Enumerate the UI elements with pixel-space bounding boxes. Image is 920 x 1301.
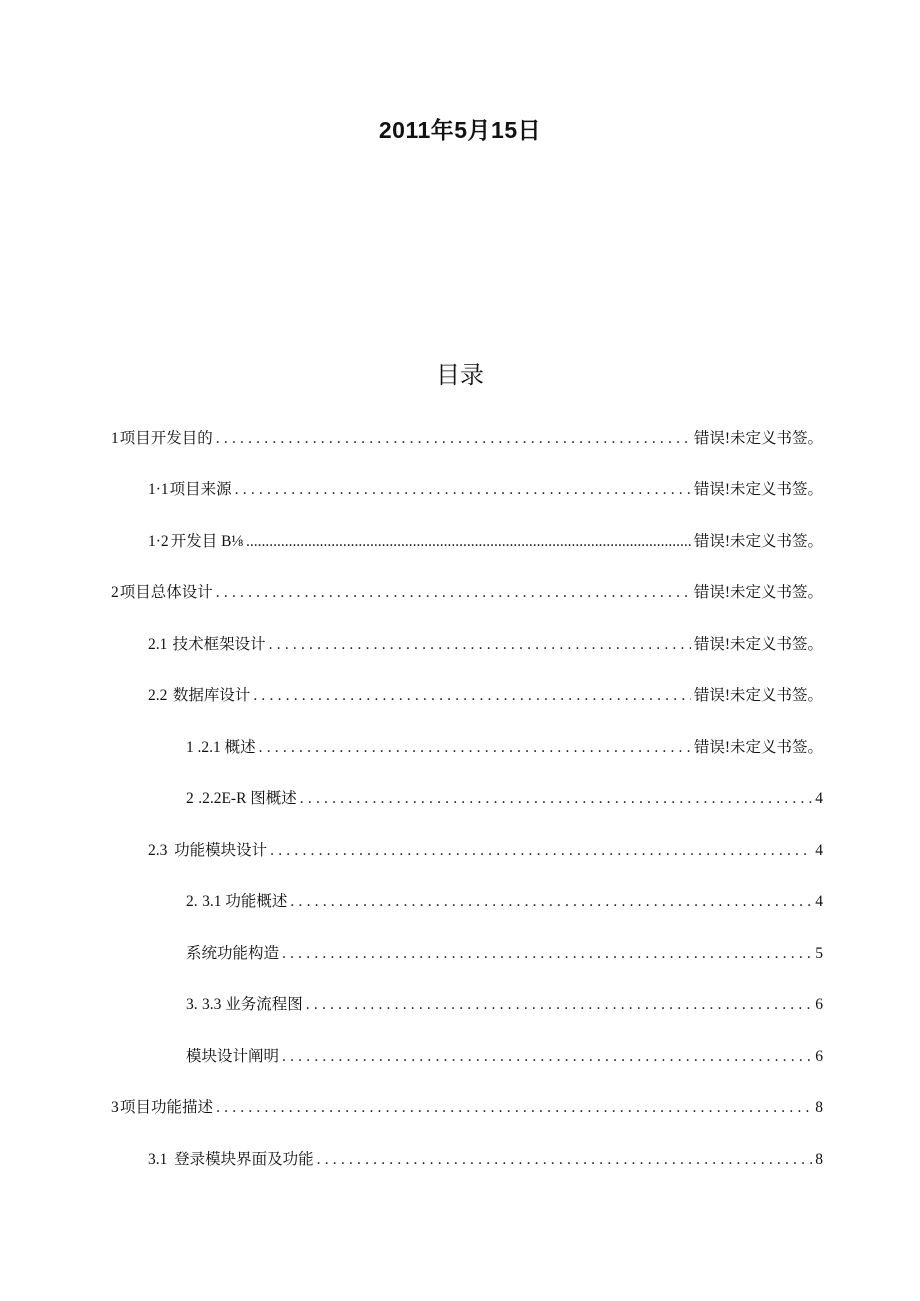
toc-entry-label: 3.1 功能概述 xyxy=(202,893,288,910)
toc-leader-dots xyxy=(253,687,690,705)
toc-entry-3[interactable] xyxy=(111,1095,823,1119)
toc-leader-dots xyxy=(216,584,691,602)
toc-entry-number: 2. xyxy=(186,893,198,910)
toc-entry-2-3[interactable] xyxy=(148,838,823,862)
toc-leader-dots xyxy=(270,842,812,860)
toc-entry-page: 8 xyxy=(815,1151,823,1168)
toc-entry-label: .2.2E-R 图概述 xyxy=(198,790,297,807)
toc-entry-label: 功能模块设计 xyxy=(174,842,268,859)
toc-entry-2-3-1[interactable] xyxy=(186,889,823,913)
toc-entry-2-2-1[interactable] xyxy=(186,735,823,759)
toc-entry-2-1[interactable] xyxy=(148,632,823,656)
toc-entry-1-1[interactable] xyxy=(148,477,823,501)
toc-title: 目录 xyxy=(436,361,484,389)
toc-entry-page: 错误!未定义书签。 xyxy=(693,739,823,756)
toc-entry-page: 错误!未定义书签。 xyxy=(693,533,823,550)
toc-entry-label: 数据库设计 xyxy=(172,687,251,704)
toc-entry-page: 6 xyxy=(815,1048,823,1065)
toc-entry-label: 开发目 B⅛ xyxy=(170,533,244,550)
toc-leader-dots xyxy=(216,430,691,448)
toc-entry-2-2-2[interactable] xyxy=(186,786,823,810)
toc-entry-1-2[interactable] xyxy=(148,529,823,553)
toc-entry-label: 3.3 业务流程图 xyxy=(202,996,303,1013)
toc-entry-label: 项目开发目的 xyxy=(119,430,213,447)
toc-leader-dots xyxy=(235,481,691,499)
toc-entry-2[interactable] xyxy=(111,580,823,604)
toc-entry-page: 错误!未定义书签。 xyxy=(693,687,823,704)
toc-entry-label: 项目总体设计 xyxy=(119,584,213,601)
toc-entry-page: 4 xyxy=(815,790,823,807)
cover-date: 2011年5月15日 xyxy=(378,117,542,143)
toc-entry-3-1[interactable] xyxy=(148,1147,823,1171)
toc-entry-label: 技术框架设计 xyxy=(172,636,266,653)
toc-entry-page: 5 xyxy=(815,945,823,962)
toc-leader-dots xyxy=(317,1151,813,1169)
toc-entry-label: 项目功能描述 xyxy=(120,1099,214,1116)
toc-leader-dots xyxy=(282,1048,812,1066)
toc-entry-number: 3. xyxy=(186,996,198,1013)
toc-leader-dots xyxy=(306,996,812,1014)
toc-entry-business-flow[interactable] xyxy=(186,992,823,1016)
toc-entry-number: 2.2 xyxy=(148,687,168,704)
toc-entry-number: 2 xyxy=(186,790,194,807)
toc-entry-page: 4 xyxy=(815,842,823,859)
toc-entry-label: 项目来源 xyxy=(169,481,232,498)
toc-leader-dots xyxy=(282,945,812,963)
toc-leader-dots xyxy=(300,790,812,808)
toc-entry-system-structure[interactable] xyxy=(186,941,823,965)
toc-entry-page: 6 xyxy=(815,996,823,1013)
toc-leader-dots xyxy=(269,636,691,654)
toc-leader-dots xyxy=(259,739,691,757)
toc-entry-label: 模块设计阐明 xyxy=(186,1048,280,1065)
toc-entry-number: 2.1 xyxy=(148,636,168,653)
toc-entry-number: 1 xyxy=(186,739,194,756)
toc-entry-number: 2.3 xyxy=(148,842,168,859)
toc-leader-dots xyxy=(246,533,691,551)
toc-entry-number: 2 xyxy=(111,584,119,601)
toc-entry-number: 3 xyxy=(111,1099,119,1116)
toc-entry-2-2[interactable] xyxy=(148,683,823,707)
toc-entry-page: 8 xyxy=(815,1099,823,1116)
toc-entry-label: 登录模块界面及功能 xyxy=(174,1151,314,1168)
toc-entry-1[interactable] xyxy=(111,426,823,450)
toc-entry-number: 1 xyxy=(111,430,119,447)
toc-entry-number: 1·2 xyxy=(148,533,169,550)
toc-entry-number: 3.1 xyxy=(148,1151,168,1168)
toc-entry-page: 错误!未定义书签。 xyxy=(693,584,823,601)
toc-entry-module-design[interactable] xyxy=(186,1044,823,1068)
toc-entry-page: 错误!未定义书签。 xyxy=(693,636,823,653)
toc-leader-dots xyxy=(290,893,812,911)
toc-entry-page: 错误!未定义书签。 xyxy=(693,430,823,447)
toc-entry-number: 1·1 xyxy=(148,481,169,498)
toc-entry-page: 4 xyxy=(815,893,823,910)
toc-entry-label: .2.1 概述 xyxy=(197,739,256,756)
toc-entry-page: 错误!未定义书签。 xyxy=(693,481,823,498)
toc-leader-dots xyxy=(216,1099,812,1117)
toc-entry-label: 系统功能构造 xyxy=(186,945,280,962)
